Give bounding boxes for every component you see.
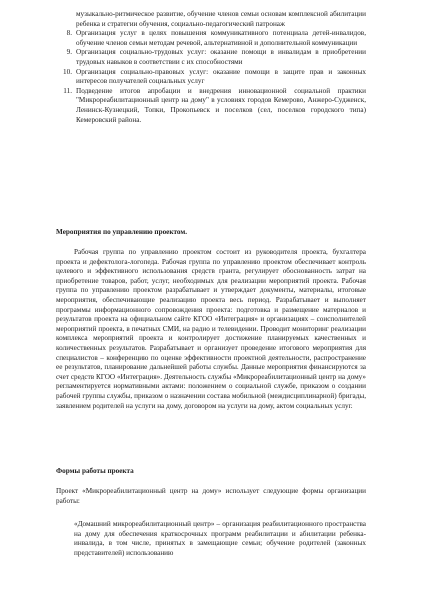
list-item-continuation: музыкально-ритмическое развитие, обучение членов семьи основам комплексной абилитации ребенка и стратегии обучения, социально-педагогический патронаж [76,10,366,28]
list-item-number: 9. [66,48,72,57]
list-item-number: 8. [66,29,72,38]
list-item [56,87,366,125]
list-item-text: Организация социально-правовых услуг: оказание помощи в защите прав и законных интересов получателей социальных услуг [76,67,366,86]
list-item-text: Подведение итогов апробации и внедрения инновационной социальной практики "Микрореабилитационный центр на дому" в условиях городов Кемерово, Анжеро-Судженск, Ленинск-Кузнецкий, Топки, Прокопьевск и поселков (сел, поселков городского типа) Кемеровский района. [76,86,366,124]
work-forms-item: «Домашний микрореабилитационный центр» – организация реабилитационного пространства на дому для обеспечения краткосрочных программ реабилитации и абилитации ребенка-инвалида, в том числе, принятых в замещающие семьи; обучение родителей (законных представителей) использованию [74,520,366,557]
list-item [56,68,366,87]
list-item-number: 11. [63,86,72,95]
list-item-text: Организация услуг в целях повышения коммуникативного потенциала детей-инвалидов, обучение членов семьи методам речевой, альтернативной и дополнительной коммуникации [76,29,366,47]
section-heading-work-forms: Формы работы проекта [56,467,134,475]
section-heading-management: Мероприятия по управлению проектом. [56,228,188,236]
numbered-list [56,10,366,125]
list-item-text: Организация социально-трудовых услуг: оказание помощи в инвалидам в приобретении трудовых навыков в соответствии с их способностями [76,48,366,66]
management-paragraph: Рабочая группа по управлению проектом состоит из руководителя проекта, бухгалтера проекта и дефектолога-логопеда. Рабочая группа по управлению проектом обеспечивает контроль целевого и эффективного использования средств гранта, регулирует обоснованность затрат на приобретение товаров, работ, услуг, необходимых для реализации мероприятий проекта. Рабочая группа по управлению проектом разрабатывает и утверждает документы, материалы, итоговые мероприятия, обеспечивающие реализацию проекта весь период. Разрабатывает и выполняет программы информационного сопровождения проекта: подготовка и размещение материалов и результатов проекта на официальном сайте КГОО «Интеграция» и организациях – соисполнителей мероприятий проекта, в печатных СМИ, на радио и телевидении. Проводит мониторинг реализации комплекса мероприятий проекта и контролирует достижение планируемых качественных и количественных результатов. Разрабатывает и организует проведение итогового мероприятия для специалистов – конференцию по оценке эффективности проектной деятельности, распространение ее результатов, планирование дальнейшей работы службы. Данные мероприятия финансируются за счет средств КГОО «Интеграция». Деятельность службы «Микрореабилитационный центр на дому» регламентируется нормативными актами: положением о социальной службе, приказом о создании рабочей группы службы, приказом о назначении состава мобильной (междисциплинарной) бригады, заявлением родителей на услуги на дому, договором на услуги на дому, актом социальных услуг. [56,248,366,410]
work-forms-intro: Проект «Микрореабилитационный центр на дому» использует следующие формы организации работы: [56,487,366,505]
list-item-number: 10. [63,67,72,76]
list-item [56,29,366,48]
list-item [56,48,366,67]
